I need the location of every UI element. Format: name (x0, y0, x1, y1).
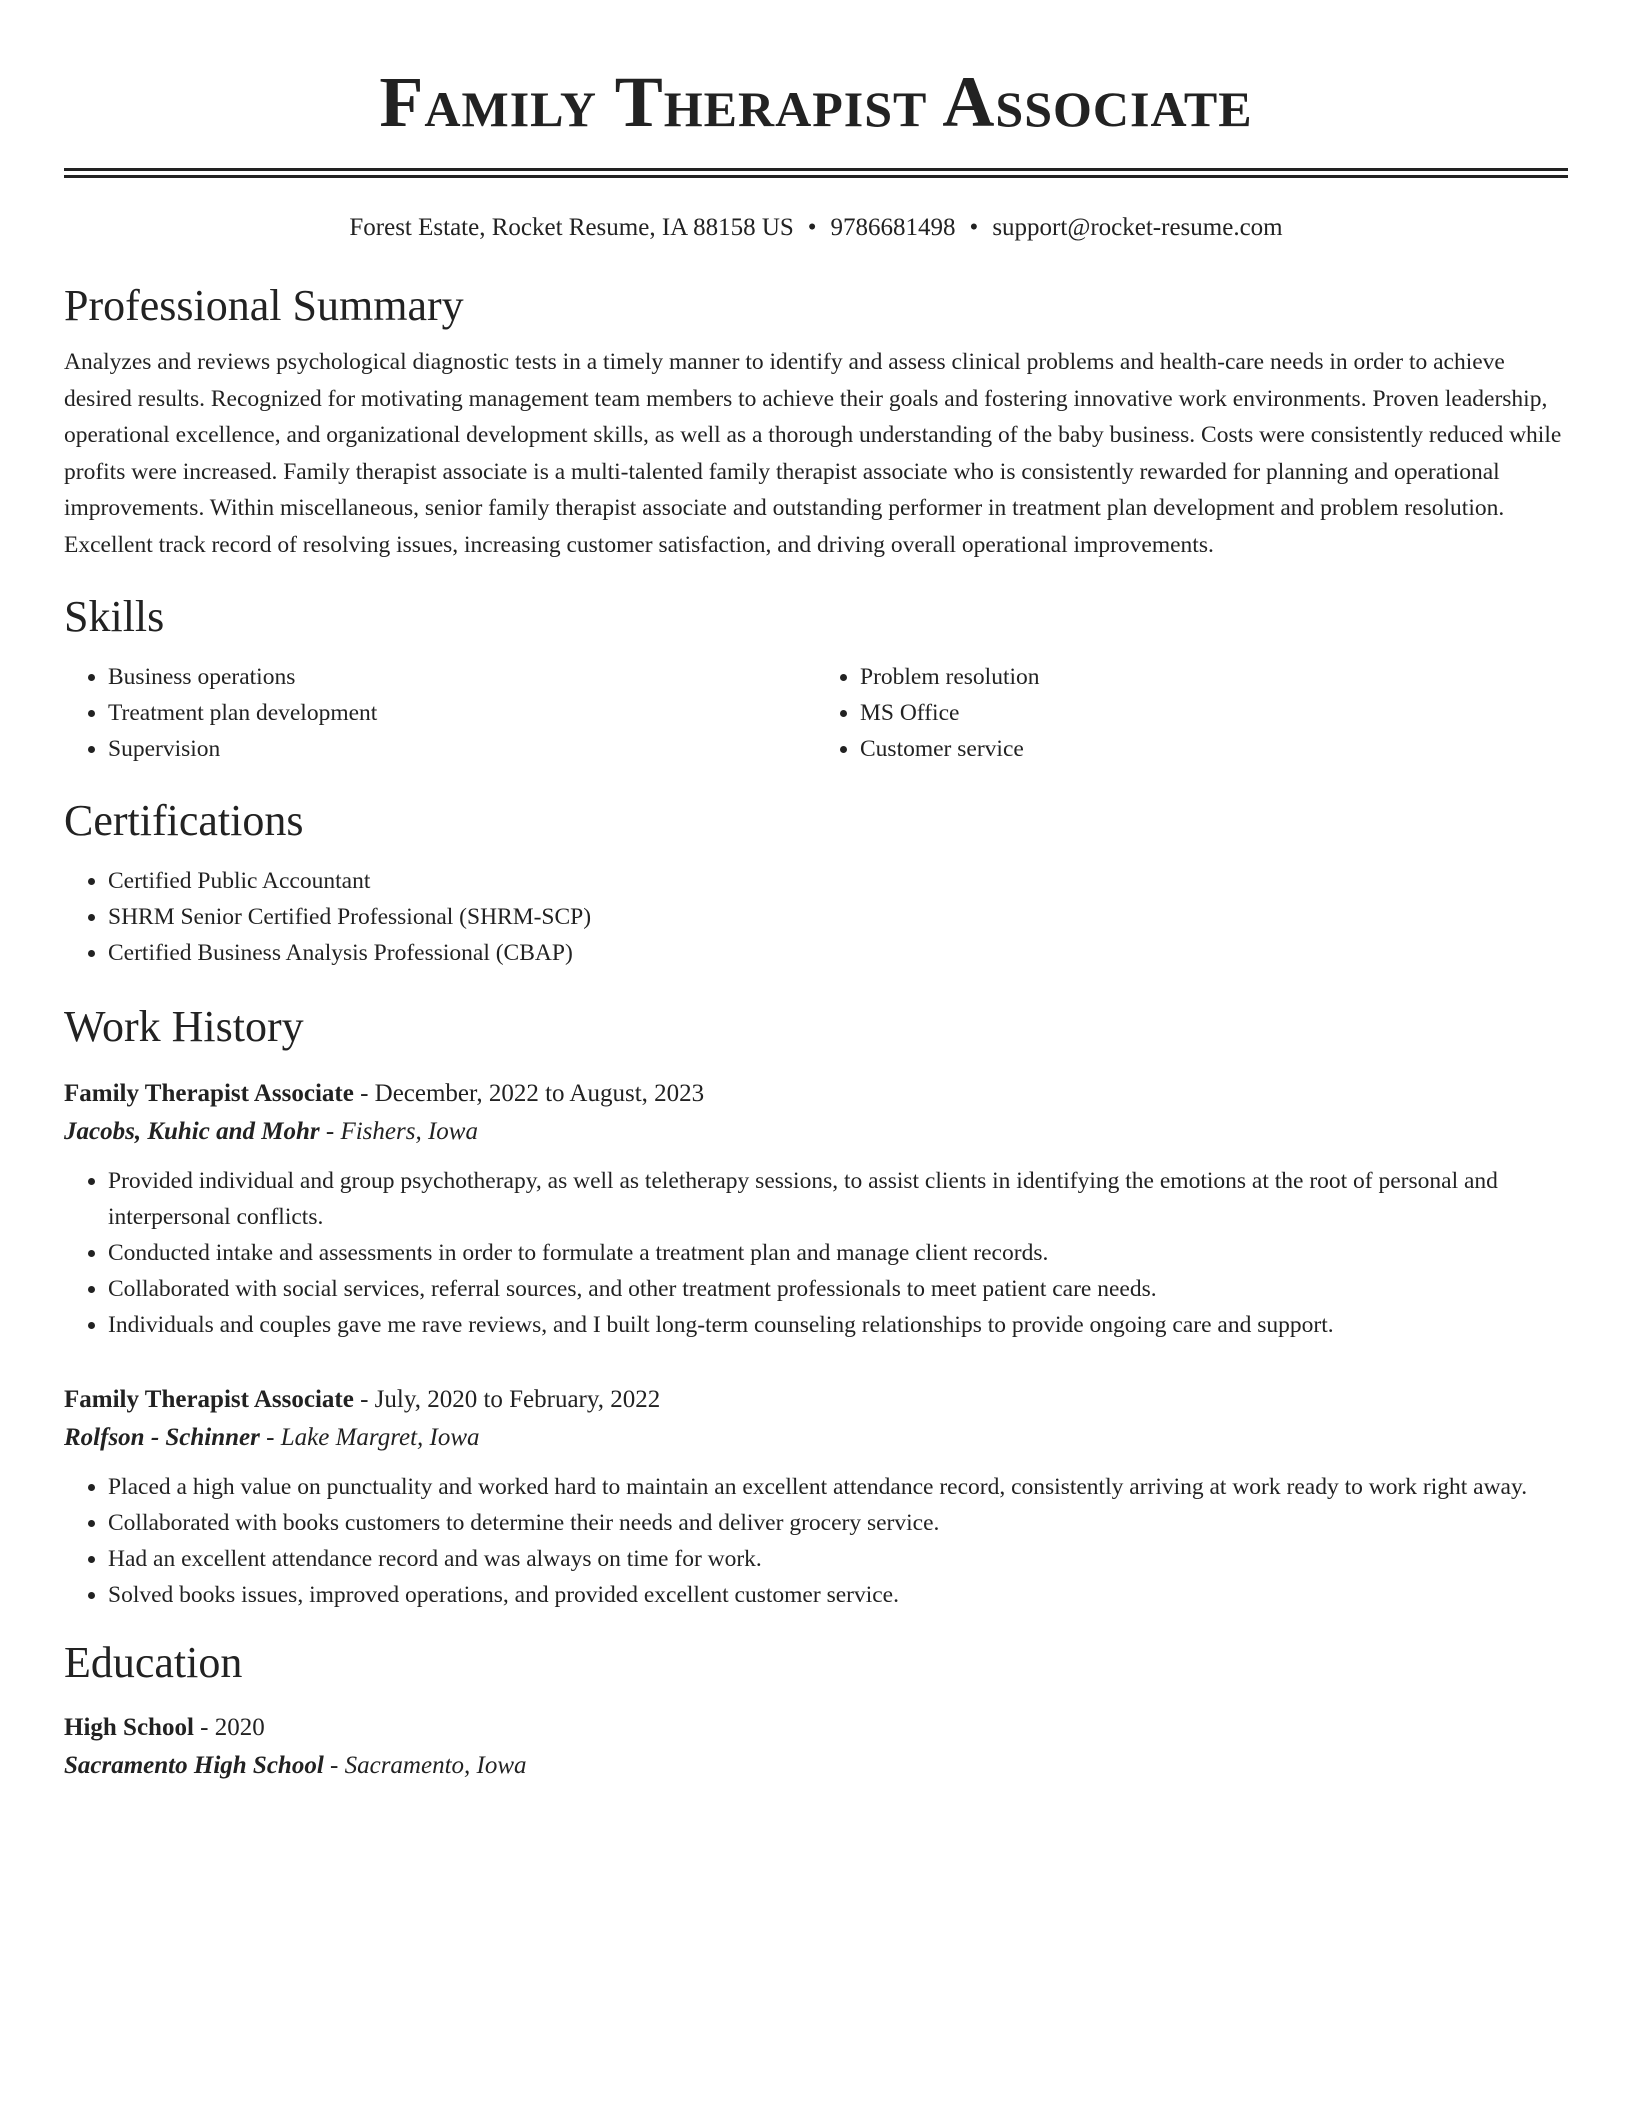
header-divider (64, 168, 1568, 178)
job-title-line (64, 1075, 1568, 1113)
job-company-line (64, 1419, 1568, 1457)
job-bullet: • Conducted intake and assessments in order to formulate a treatment plan and manage client records. (108, 1235, 1568, 1271)
education-year: 2020 (214, 1714, 265, 1741)
skill-item: • Business operations (108, 659, 816, 695)
education-school: Sacramento High School (64, 1752, 324, 1779)
job-dates: December, 2022 to August, 2023 (374, 1080, 705, 1107)
job-bullet: • Provided individual and group psychotherapy, as well as teletherapy sessions, to assist clients in identifying the emotions at the root of personal and interpersonal conflicts. (108, 1163, 1568, 1235)
job-bullet: • Collaborated with books customers to determine their needs and deliver grocery service. (108, 1505, 1568, 1541)
job-company: Jacobs, Kuhic and Mohr (64, 1118, 320, 1145)
certifications-heading: Certifications (64, 796, 304, 845)
certification-item: • Certified Business Analysis Professional (CBAP) (108, 935, 1568, 971)
job-company-line (64, 1113, 1568, 1151)
contact-separator: • (969, 214, 979, 241)
job-bullet: • Collaborated with social services, referral sources, and other treatment professionals to meet patient care needs. (108, 1271, 1568, 1307)
job-dash: - (319, 1118, 341, 1145)
job-entry (64, 1381, 1568, 1613)
work-history-heading: Work History (64, 1002, 304, 1051)
job-bullet: • Individuals and couples gave me rave reviews, and I built long-term counseling relationships to provide ongoing care and support. (108, 1307, 1568, 1343)
skills-list-right (816, 659, 1568, 767)
education-heading: Education (64, 1638, 243, 1687)
certifications-list (64, 863, 1568, 971)
education-entry (64, 1709, 1568, 1785)
contact-email[interactable]: support@rocket-resume.com (992, 214, 1283, 241)
education-degree-line (64, 1709, 1568, 1747)
contact-phone: 9786681498 (830, 214, 956, 241)
certification-item: • SHRM Senior Certified Professional (SHRM-SCP) (108, 899, 1568, 935)
job-bullet: • Had an excellent attendance record and was always on time for work. (108, 1541, 1568, 1577)
skill-item: • Problem resolution (860, 659, 1568, 695)
job-bullet: • Placed a high value on punctuality and worked hard to maintain an excellent attendance record, consistently arriving at work ready to work right away. (108, 1469, 1568, 1505)
job-entry (64, 1075, 1568, 1343)
contact-line (64, 212, 1568, 244)
skills-list-left (64, 659, 816, 767)
skills-columns (64, 659, 1568, 767)
contact-separator: • (807, 214, 817, 241)
job-bullet: • Solved books issues, improved operations, and provided excellent customer service. (108, 1577, 1568, 1613)
job-bullets (64, 1469, 1568, 1613)
education-school-line (64, 1747, 1568, 1785)
job-dash: - (353, 1386, 375, 1413)
job-location: Lake Margret, Iowa (280, 1424, 480, 1451)
skill-item: • Supervision (108, 731, 816, 767)
job-title: Family Therapist Associate (64, 1386, 354, 1413)
contact-address: Forest Estate, Rocket Resume, IA 88158 US (349, 214, 794, 241)
education-dash: - (323, 1752, 345, 1779)
job-dates: July, 2020 to February, 2022 (374, 1386, 661, 1413)
job-company: Rolfson - Schinner (64, 1424, 260, 1451)
summary-heading: Professional Summary (64, 281, 464, 330)
job-title: Family Therapist Associate (64, 1080, 354, 1107)
skills-heading: Skills (64, 592, 165, 641)
education-dash: - (193, 1714, 215, 1741)
education-location: Sacramento, Iowa (344, 1752, 527, 1779)
resume-name: Family Therapist Associate (379, 62, 1253, 142)
skill-item: • Customer service (860, 731, 1568, 767)
job-dash: - (353, 1080, 375, 1107)
summary-text: Analyzes and reviews psychological diagnostic tests in a timely manner to identify and assess clinical problems and health-care needs in order to achieve desired results. Recognized for motivating management team members to achieve their goals and fostering innovative work environments. Proven leadership, operational excellence, and organizational development skills, as well as a thorough understanding of the baby business. Costs were consistently reduced while profits were increased. Family therapist associate is a multi-talented family therapist associate who is consistently rewarded for planning and operational improvements. Within miscellaneous, senior family therapist associate and outstanding performer in treatment plan development and problem resolution. Excellent track record of resolving issues, increasing customer satisfaction, and driving overall operational improvements. (64, 349, 1562, 558)
certification-item: • Certified Public Accountant (108, 863, 1568, 899)
job-bullets (64, 1163, 1568, 1343)
education-degree: High School (64, 1714, 194, 1741)
job-dash: - (259, 1424, 281, 1451)
skill-item: • Treatment plan development (108, 695, 816, 731)
job-title-line (64, 1381, 1568, 1419)
job-location: Fishers, Iowa (340, 1118, 478, 1145)
skill-item: • MS Office (860, 695, 1568, 731)
